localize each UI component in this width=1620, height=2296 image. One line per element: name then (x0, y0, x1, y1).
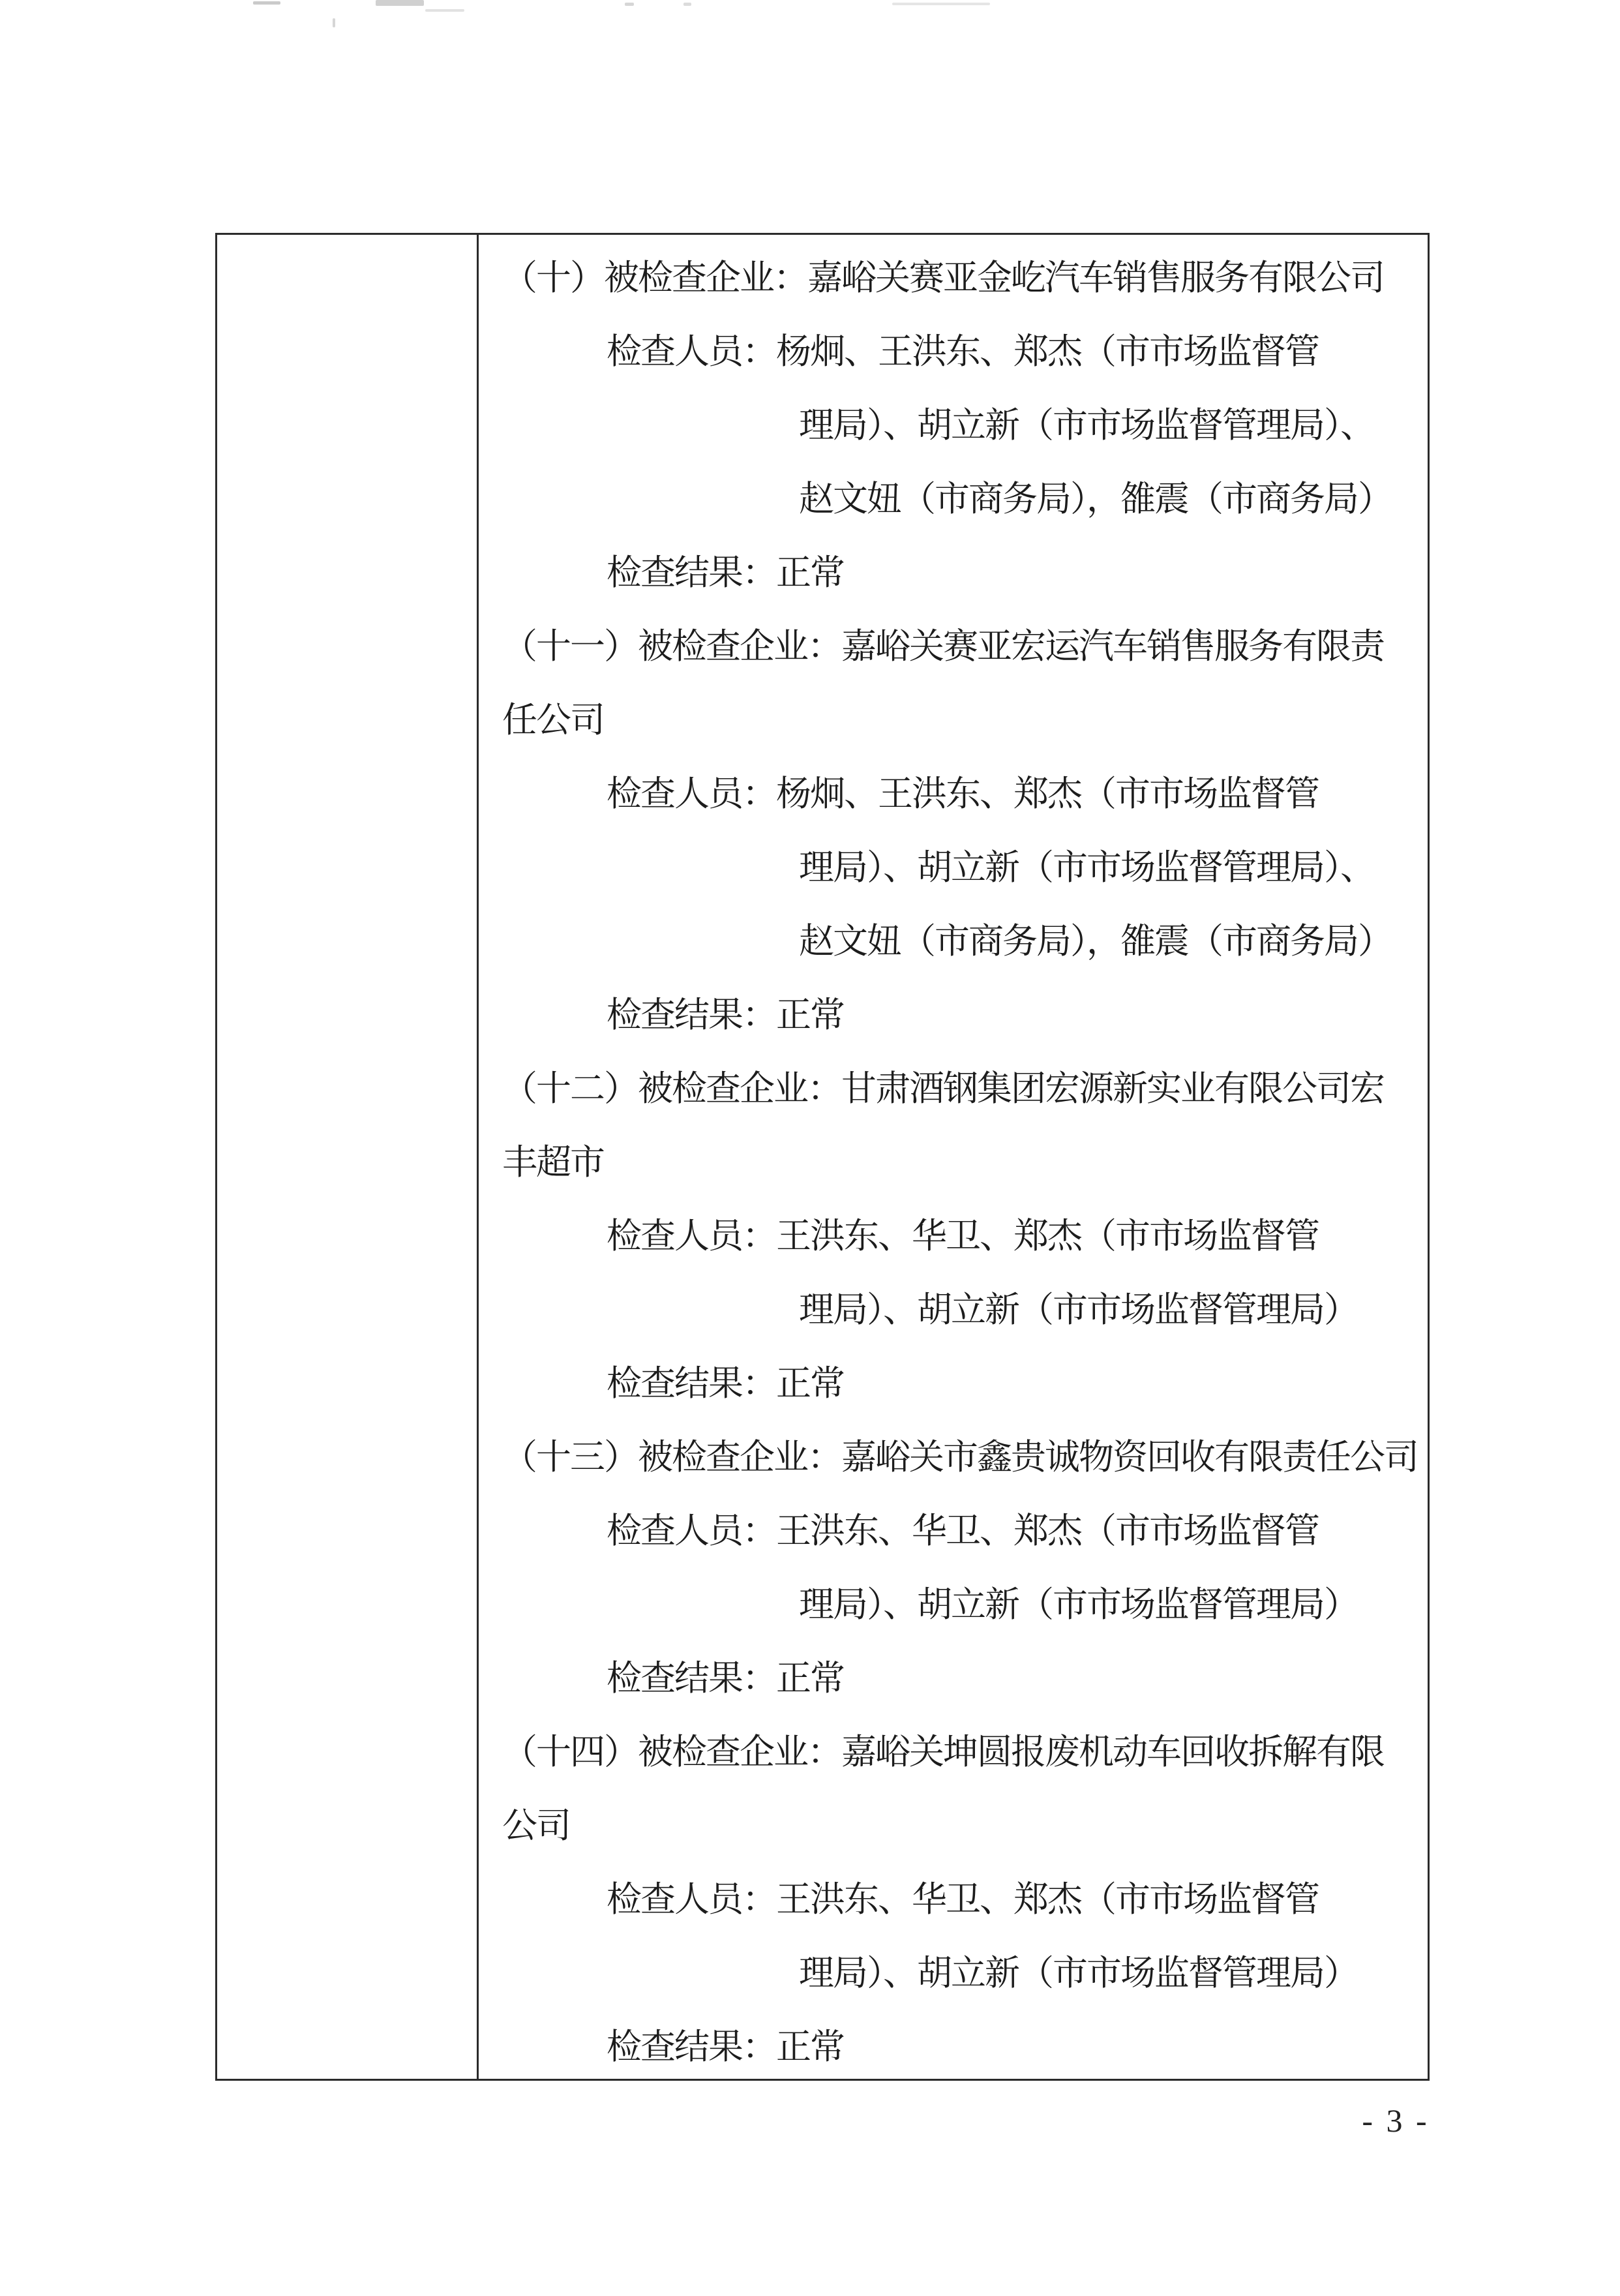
scan-noise (683, 3, 691, 6)
text-line: 检查结果：正常 (607, 995, 844, 1035)
text-line: 检查人员：王洪东、华卫、郑杰（市市场监督管 (607, 1511, 1319, 1550)
text-line: （十一）被检查企业：嘉峪关赛亚宏运汽车销售服务有限责 (502, 627, 1384, 666)
text-line: 检查结果：正常 (607, 1659, 844, 1698)
scan-noise (376, 0, 424, 6)
text-line: 检查结果：正常 (607, 2027, 844, 2066)
inspection-record-table (215, 233, 1430, 2081)
scan-noise (253, 1, 280, 5)
text-line: 检查结果：正常 (607, 553, 844, 592)
text-line: 赵文妞（市商务局），雒震（市商务局） (799, 922, 1392, 961)
text-line: 理局）、胡立新（市市场监督管理局） (799, 1954, 1358, 1993)
scan-noise (425, 9, 464, 12)
text-line: 理局）、胡立新（市市场监督管理局）、 (799, 848, 1374, 887)
text-line: 理局）、胡立新（市市场监督管理局）、 (799, 406, 1374, 445)
text-line: （十四）被检查企业：嘉峪关坤圆报废机动车回收拆解有限 (502, 1732, 1384, 1772)
text-line: 检查人员：王洪东、华卫、郑杰（市市场监督管 (607, 1880, 1319, 1919)
text-line: 赵文妞（市商务局），雒震（市商务局） (799, 479, 1392, 519)
scan-noise (892, 3, 990, 5)
text-line: 丰超市 (502, 1143, 604, 1182)
text-line: （十）被检查企业：嘉峪关赛亚金屹汽车销售服务有限公司 (502, 258, 1384, 297)
text-line: 检查结果：正常 (607, 1364, 844, 1403)
text-line: （十三）被检查企业：嘉峪关市鑫贵诚物资回收有限责任公司 (502, 1438, 1418, 1477)
text-line: 任公司 (502, 701, 604, 740)
text-line: 理局）、胡立新（市市场监督管理局） (799, 1585, 1358, 1624)
text-line: 检查人员：王洪东、华卫、郑杰（市市场监督管 (607, 1216, 1319, 1256)
scan-noise (333, 18, 335, 27)
table-right-column (479, 235, 1428, 2079)
scan-noise (625, 3, 634, 6)
text-line: 公司 (502, 1806, 570, 1845)
page-number: - 3 - (1362, 2102, 1430, 2139)
text-line: （十二）被检查企业：甘肃酒钢集团宏源新实业有限公司宏 (502, 1069, 1384, 1108)
text-line: 检查人员：杨炯、王洪东、郑杰（市市场监督管 (607, 332, 1319, 371)
text-line: 检查人员：杨炯、王洪东、郑杰（市市场监督管 (607, 774, 1319, 813)
text-line: 理局）、胡立新（市市场监督管理局） (799, 1290, 1358, 1329)
table-left-column-empty (217, 235, 479, 2079)
